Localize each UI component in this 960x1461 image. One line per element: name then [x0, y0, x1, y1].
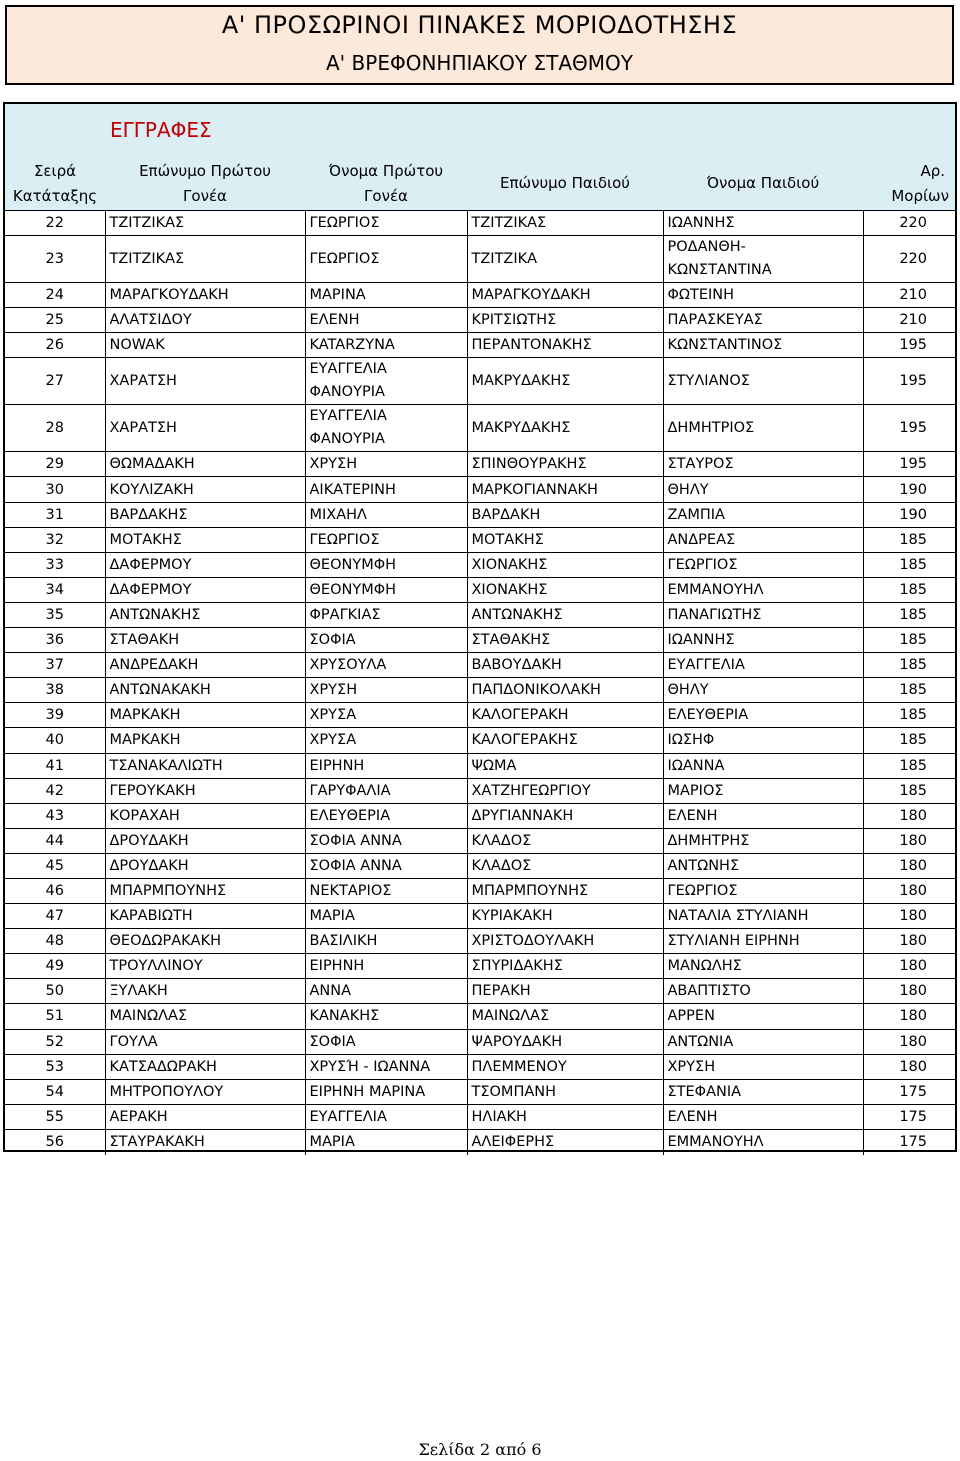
- cell-rank: 46: [5, 878, 105, 903]
- cell-child-name: ΜΑΡΙΟΣ: [663, 778, 863, 803]
- cell-parent-surname: ΞΥΛΑΚΗ: [105, 979, 305, 1004]
- cell-parent-name: ΜΑΡΙΑ: [305, 904, 467, 929]
- cell-rank: 47: [5, 904, 105, 929]
- cell-rank: 38: [5, 678, 105, 703]
- cell-rank: 29: [5, 452, 105, 477]
- table-row: [5, 678, 955, 703]
- table-row: [5, 1079, 955, 1104]
- page-footer: Σελίδα 2 από 6: [418, 1440, 542, 1459]
- cell-parent-surname: ΜΗΤΡΟΠΟΥΛΟΥ: [105, 1079, 305, 1104]
- cell-child-surname: ΚΑΛΟΓΕΡΑΚΗ: [467, 703, 663, 728]
- cell-child-name: ΝΑΤΑΛΙΑ ΣΤΥΛΙΑΝΗ: [663, 904, 863, 929]
- cell-parent-surname: ΑΝΤΩΝΑΚΑΚΗ: [105, 678, 305, 703]
- table-row: [5, 904, 955, 929]
- cell-child-surname: ΜΟΤΑΚΗΣ: [467, 527, 663, 552]
- cell-points: 185: [863, 753, 955, 778]
- table-row: [5, 552, 955, 577]
- cell-points: 185: [863, 703, 955, 728]
- cell-rank: 54: [5, 1079, 105, 1104]
- cell-child-surname: ΣΤΑΘΑΚΗΣ: [467, 628, 663, 653]
- cell-points: 180: [863, 979, 955, 1004]
- cell-parent-surname: ΔΑΦΕΡΜΟΥ: [105, 577, 305, 602]
- cell-parent-surname: ΤΖΙΤΖΙΚΑΣ: [105, 211, 305, 236]
- table-row: [5, 653, 955, 678]
- cell-parent-name: ΓΕΩΡΓΙΟΣ: [305, 236, 467, 283]
- cell-child-name: ΑΝΤΩΝΙΑ: [663, 1029, 863, 1054]
- table-body: [5, 210, 955, 1155]
- cell-points: 195: [863, 405, 955, 452]
- cell-rank: 36: [5, 628, 105, 653]
- cell-parent-name: ΑΝΝΑ: [305, 979, 467, 1004]
- cell-child-surname: ΑΝΤΩΝΑΚΗΣ: [467, 602, 663, 627]
- cell-parent-name: ΒΑΣΙΛΙΚΗ: [305, 929, 467, 954]
- cell-parent-name: ΝΕΚΤΑΡΙΟΣ: [305, 878, 467, 903]
- cell-child-surname: ΚΑΛΟΓΕΡΑΚΗΣ: [467, 728, 663, 753]
- cell-child-name: ΓΕΩΡΓΙΟΣ: [663, 878, 863, 903]
- cell-points: 180: [863, 904, 955, 929]
- cell-rank: 31: [5, 502, 105, 527]
- cell-parent-name: ΕΙΡΗΝΗ ΜΑΡΙΝΑ: [305, 1079, 467, 1104]
- cell-child-name: ΕΛΕΝΗ: [663, 803, 863, 828]
- col-header-parent-surname: Επώνυμο Πρώτου Γονέα: [139, 162, 271, 205]
- cell-child-surname: ΤΖΙΤΖΙΚΑ: [467, 236, 663, 283]
- cell-parent-name: ΣΟΦΙΑ: [305, 628, 467, 653]
- table-row: [5, 452, 955, 477]
- cell-parent-name: ΕΙΡΗΝΗ: [305, 954, 467, 979]
- cell-child-surname: ΚΡΙΤΣΙΩΤΗΣ: [467, 308, 663, 333]
- cell-points: 185: [863, 577, 955, 602]
- cell-rank: 34: [5, 577, 105, 602]
- title-box: [5, 5, 954, 85]
- cell-parent-name: ΕΙΡΗΝΗ: [305, 753, 467, 778]
- table-row: [5, 1104, 955, 1129]
- cell-parent-name: ΕΛΕΝΗ: [305, 308, 467, 333]
- table-row: [5, 929, 955, 954]
- cell-points: 190: [863, 477, 955, 502]
- cell-child-surname: ΜΠΑΡΜΠΟΥΝΗΣ: [467, 878, 663, 903]
- cell-rank: 49: [5, 954, 105, 979]
- cell-parent-surname: ΓΕΡΟΥΚΑΚΗ: [105, 778, 305, 803]
- cell-child-surname: ΤΣΟΜΠΑΝΗ: [467, 1079, 663, 1104]
- cell-points: 180: [863, 1054, 955, 1079]
- cell-child-surname: ΜΑΙΝΩΛΑΣ: [467, 1004, 663, 1029]
- cell-parent-name: ΕΥΑΓΓΕΛΙΑ: [305, 1104, 467, 1129]
- cell-parent-surname: ΧΑΡΑΤΣΗ: [105, 358, 305, 405]
- cell-parent-surname: ΣΤΑΘΑΚΗ: [105, 628, 305, 653]
- cell-rank: 45: [5, 853, 105, 878]
- cell-parent-name: ΓΕΩΡΓΙΟΣ: [305, 527, 467, 552]
- table-header: [5, 104, 955, 210]
- cell-parent-name: ΚΑΝΑΚΗΣ: [305, 1004, 467, 1029]
- cell-rank: 44: [5, 828, 105, 853]
- table-row: [5, 211, 955, 236]
- cell-points: 180: [863, 929, 955, 954]
- cell-points: 180: [863, 1004, 955, 1029]
- table-row: [5, 405, 955, 452]
- cell-rank: 43: [5, 803, 105, 828]
- table-row: [5, 308, 955, 333]
- table-row: [5, 283, 955, 308]
- cell-points: 220: [863, 211, 955, 236]
- cell-points: 180: [863, 803, 955, 828]
- cell-points: 185: [863, 678, 955, 703]
- cell-child-surname: ΜΑΡΑΓΚΟΥΔΑΚΗ: [467, 283, 663, 308]
- page-title: Α' ΠΡΟΣΩΡΙΝΟΙ ΠΙΝΑΚΕΣ ΜΟΡΙΟΔΟΤΗΣΗΣ: [221, 11, 738, 39]
- cell-points: 180: [863, 828, 955, 853]
- cell-points: 190: [863, 502, 955, 527]
- cell-parent-name: ΧΡΥΣΑ: [305, 728, 467, 753]
- cell-rank: 40: [5, 728, 105, 753]
- cell-parent-name: ΣΟΦΙΑ ΑΝΝΑ: [305, 828, 467, 853]
- cell-parent-surname: ΑΝΔΡΕΔΑΚΗ: [105, 653, 305, 678]
- cell-parent-name: ΧΡΥΣΑ: [305, 703, 467, 728]
- cell-child-surname: ΠΕΡΑΝΤΟΝΑΚΗΣ: [467, 333, 663, 358]
- cell-child-surname: ΣΠΥΡΙΔΑΚΗΣ: [467, 954, 663, 979]
- cell-parent-name: ΦΡΑΓΚΙΑΣ: [305, 602, 467, 627]
- cell-points: 175: [863, 1104, 955, 1129]
- cell-child-name: ΕΛΕΝΗ: [663, 1104, 863, 1129]
- cell-child-name: ΕΥΑΓΓΕΛΙΑ: [663, 653, 863, 678]
- cell-child-surname: ΧΑΤΖΗΓΕΩΡΓΙΟΥ: [467, 778, 663, 803]
- cell-points: 210: [863, 308, 955, 333]
- cell-child-surname: ΜΑΡΚΟΓΙΑΝΝΑΚΗ: [467, 477, 663, 502]
- cell-child-surname: ΚΛΑΔΟΣ: [467, 853, 663, 878]
- cell-rank: 39: [5, 703, 105, 728]
- cell-points: 195: [863, 333, 955, 358]
- cell-parent-name: ΜΙΧΑΗΛ: [305, 502, 467, 527]
- table-row: [5, 1029, 955, 1054]
- cell-parent-name: KATARZYNA: [305, 333, 467, 358]
- col-header-parent-name: Όνομα Πρώτου Γονέα: [328, 162, 444, 205]
- cell-parent-surname: ΜΑΙΝΩΛΑΣ: [105, 1004, 305, 1029]
- cell-child-name: ΠΑΡΑΣΚΕΥΑΣ: [663, 308, 863, 333]
- cell-points: 185: [863, 628, 955, 653]
- table-row: [5, 1054, 955, 1079]
- cell-child-name: ΙΩΑΝΝΗΣ: [663, 211, 863, 236]
- cell-child-name: ΑΡΡΕΝ: [663, 1004, 863, 1029]
- cell-parent-surname: ΔΡΟΥΔΑΚΗ: [105, 853, 305, 878]
- cell-rank: 37: [5, 653, 105, 678]
- table-row: [5, 477, 955, 502]
- cell-rank: 41: [5, 753, 105, 778]
- table-row: [5, 1004, 955, 1029]
- col-header-child-surname: Επώνυμο Παιδιού: [500, 174, 630, 192]
- cell-points: 195: [863, 452, 955, 477]
- table-row: [5, 728, 955, 753]
- cell-parent-name: ΘΕΟΝΥΜΦΗ: [305, 552, 467, 577]
- cell-child-name: ΦΩΤΕΙΝΗ: [663, 283, 863, 308]
- cell-rank: 51: [5, 1004, 105, 1029]
- cell-child-surname: ΜΑΚΡΥΔΑΚΗΣ: [467, 405, 663, 452]
- cell-child-name: ΕΜΜΑΝΟΥΗΛ: [663, 577, 863, 602]
- cell-parent-surname: ΓΟΥΛΑ: [105, 1029, 305, 1054]
- cell-parent-name: ΘΕΟΝΥΜΦΗ: [305, 577, 467, 602]
- cell-parent-surname: NOWAK: [105, 333, 305, 358]
- cell-child-name: ΕΛΕΥΘΕΡΙΑ: [663, 703, 863, 728]
- cell-points: 180: [863, 878, 955, 903]
- cell-parent-surname: ΤΣΑΝΑΚΑΛΙΩΤΗ: [105, 753, 305, 778]
- cell-child-surname: ΧΙΟΝΑΚΗΣ: [467, 577, 663, 602]
- cell-rank: 50: [5, 979, 105, 1004]
- cell-child-name: ΑΝΔΡΕΑΣ: [663, 527, 863, 552]
- cell-child-surname: ΧΡΙΣΤΟΔΟΥΛΑΚΗ: [467, 929, 663, 954]
- cell-parent-surname: ΜΟΤΑΚΗΣ: [105, 527, 305, 552]
- cell-rank: 35: [5, 602, 105, 627]
- cell-parent-name: ΜΑΡΙΝΑ: [305, 283, 467, 308]
- table-row: [5, 358, 955, 405]
- cell-child-name: ΑΝΤΩΝΗΣ: [663, 853, 863, 878]
- table-row: [5, 1129, 955, 1154]
- cell-rank: 25: [5, 308, 105, 333]
- cell-points: 185: [863, 527, 955, 552]
- cell-parent-name: ΧΡΥΣΟΥΛΑ: [305, 653, 467, 678]
- cell-parent-name: ΧΡΥΣΗ: [305, 678, 467, 703]
- cell-child-name: ΙΩΑΝΝΗΣ: [663, 628, 863, 653]
- cell-child-surname: ΠΕΡΑΚΗ: [467, 979, 663, 1004]
- cell-parent-surname: ΜΑΡΚΑΚΗ: [105, 728, 305, 753]
- cell-parent-surname: ΣΤΑΥΡΑΚΑΚΗ: [105, 1129, 305, 1154]
- cell-rank: 33: [5, 552, 105, 577]
- col-header-points: Αρ. Μορίων: [891, 162, 949, 205]
- cell-child-name: ΣΤΥΛΙΑΝΟΣ: [663, 358, 863, 405]
- cell-rank: 55: [5, 1104, 105, 1129]
- cell-child-surname: ΚΥΡΙΑΚΑΚΗ: [467, 904, 663, 929]
- cell-child-surname: ΒΑΒΟΥΔΑΚΗ: [467, 653, 663, 678]
- cell-rank: 53: [5, 1054, 105, 1079]
- cell-points: 210: [863, 283, 955, 308]
- cell-parent-surname: ΜΑΡΑΓΚΟΥΔΑΚΗ: [105, 283, 305, 308]
- cell-child-surname: ΒΑΡΔΑΚΗ: [467, 502, 663, 527]
- cell-points: 175: [863, 1129, 955, 1154]
- table-row: [5, 333, 955, 358]
- cell-rank: 30: [5, 477, 105, 502]
- cell-points: 180: [863, 853, 955, 878]
- cell-parent-name: ΣΟΦΙΑ ΑΝΝΑ: [305, 853, 467, 878]
- cell-child-surname: ΚΛΑΔΟΣ: [467, 828, 663, 853]
- cell-child-surname: ΑΛΕΙΦΕΡΗΣ: [467, 1129, 663, 1154]
- table-row: [5, 703, 955, 728]
- cell-parent-name: ΓΑΡΥΦΑΛΙΑ: [305, 778, 467, 803]
- table-row: [5, 803, 955, 828]
- cell-points: 185: [863, 602, 955, 627]
- page-subtitle: Α' ΒΡΕΦΟΝΗΠΙΑΚΟΥ ΣΤΑΘΜΟΥ: [326, 51, 633, 75]
- table-row: [5, 954, 955, 979]
- cell-rank: 24: [5, 283, 105, 308]
- table-row: [5, 979, 955, 1004]
- cell-points: 180: [863, 1029, 955, 1054]
- cell-parent-surname: ΘΩΜΑΔΑΚΗ: [105, 452, 305, 477]
- cell-child-surname: ΤΖΙΤΖΙΚΑΣ: [467, 211, 663, 236]
- table-row: [5, 602, 955, 627]
- cell-parent-name: ΣΟΦΙΑ: [305, 1029, 467, 1054]
- cell-parent-surname: ΤΖΙΤΖΙΚΑΣ: [105, 236, 305, 283]
- cell-child-name: ΜΑΝΩΛΗΣ: [663, 954, 863, 979]
- table-row: [5, 753, 955, 778]
- cell-child-name: ΣΤΑΥΡΟΣ: [663, 452, 863, 477]
- cell-child-surname: ΔΡΥΓΙΑΝΝΑΚΗ: [467, 803, 663, 828]
- cell-rank: 52: [5, 1029, 105, 1054]
- cell-parent-surname: ΤΡΟΥΛΛΙΝΟΥ: [105, 954, 305, 979]
- cell-child-surname: ΨΑΡΟΥΔΑΚΗ: [467, 1029, 663, 1054]
- col-header-rank: Σειρά Κατάταξης: [12, 162, 98, 205]
- table-row: [5, 577, 955, 602]
- cell-rank: 32: [5, 527, 105, 552]
- cell-child-name: ΡΟΔΑΝΘΗ- ΚΩΝΣΤΑΝΤΙΝΑ: [663, 236, 863, 283]
- cell-points: 195: [863, 358, 955, 405]
- cell-parent-name: ΑΙΚΑΤΕΡΙΝΗ: [305, 477, 467, 502]
- cell-child-surname: ΠΛΕΜΜΕΝΟΥ: [467, 1054, 663, 1079]
- cell-rank: 27: [5, 358, 105, 405]
- cell-child-name: ΠΑΝΑΓΙΩΤΗΣ: [663, 602, 863, 627]
- cell-parent-name: ΓΕΩΡΓΙΟΣ: [305, 211, 467, 236]
- table-row: [5, 502, 955, 527]
- cell-points: 185: [863, 653, 955, 678]
- cell-rank: 28: [5, 405, 105, 452]
- table-row: [5, 878, 955, 903]
- cell-child-name: ΚΩΝΣΤΑΝΤΙΝΟΣ: [663, 333, 863, 358]
- cell-parent-surname: ΔΑΦΕΡΜΟΥ: [105, 552, 305, 577]
- cell-parent-surname: ΑΕΡΑΚΗ: [105, 1104, 305, 1129]
- cell-rank: 23: [5, 236, 105, 283]
- cell-points: 185: [863, 728, 955, 753]
- cell-child-name: ΔΗΜΗΤΡΙΟΣ: [663, 405, 863, 452]
- cell-parent-surname: ΜΑΡΚΑΚΗ: [105, 703, 305, 728]
- allocation-table: [3, 102, 957, 1152]
- table-row: [5, 778, 955, 803]
- cell-child-name: ΘΗΛΥ: [663, 678, 863, 703]
- cell-parent-name: ΕΥΑΓΓΕΛΙΑ ΦΑΝΟΥΡΙΑ: [305, 405, 467, 452]
- cell-rank: 26: [5, 333, 105, 358]
- table-row: [5, 628, 955, 653]
- cell-parent-surname: ΑΝΤΩΝΑΚΗΣ: [105, 602, 305, 627]
- section-title: ΕΓΓΡΑΦΕΣ: [110, 118, 212, 142]
- cell-child-name: ΕΜΜΑΝΟΥΗΛ: [663, 1129, 863, 1154]
- cell-parent-surname: ΧΑΡΑΤΣΗ: [105, 405, 305, 452]
- cell-parent-name: ΜΑΡΙΑ: [305, 1129, 467, 1154]
- cell-rank: 42: [5, 778, 105, 803]
- cell-parent-surname: ΚΟΥΛΙΖΑΚΗ: [105, 477, 305, 502]
- cell-child-name: ΓΕΩΡΓΙΟΣ: [663, 552, 863, 577]
- cell-parent-name: ΧΡΥΣΉ - ΙΩΑΝΝΑ: [305, 1054, 467, 1079]
- cell-child-name: ΣΤΕΦΑΝΙΑ: [663, 1079, 863, 1104]
- table-row: [5, 828, 955, 853]
- cell-rank: 48: [5, 929, 105, 954]
- cell-parent-surname: ΔΡΟΥΔΑΚΗ: [105, 828, 305, 853]
- cell-child-name: ΧΡΥΣΗ: [663, 1054, 863, 1079]
- cell-rank: 22: [5, 211, 105, 236]
- cell-child-name: ΑΒΑΠΤΙΣΤΟ: [663, 979, 863, 1004]
- cell-parent-surname: ΘΕΟΔΩΡΑΚΑΚΗ: [105, 929, 305, 954]
- cell-rank: 56: [5, 1129, 105, 1154]
- cell-child-surname: ΠΑΠΔΟΝΙΚΟΛΑΚΗ: [467, 678, 663, 703]
- cell-parent-surname: ΚΑΤΣΑΔΩΡΑΚΗ: [105, 1054, 305, 1079]
- cell-child-name: ΔΗΜΗΤΡΗΣ: [663, 828, 863, 853]
- cell-parent-surname: ΒΑΡΔΑΚΗΣ: [105, 502, 305, 527]
- cell-child-surname: ΣΠΙΝΘΟΥΡΑΚΗΣ: [467, 452, 663, 477]
- cell-points: 185: [863, 778, 955, 803]
- table-row: [5, 527, 955, 552]
- cell-child-surname: ΜΑΚΡΥΔΑΚΗΣ: [467, 358, 663, 405]
- cell-points: 185: [863, 552, 955, 577]
- cell-parent-name: ΕΥΑΓΓΕΛΙΑ ΦΑΝΟΥΡΙΑ: [305, 358, 467, 405]
- cell-parent-surname: ΚΑΡΑΒΙΩΤΗ: [105, 904, 305, 929]
- cell-child-surname: ΨΩΜΑ: [467, 753, 663, 778]
- col-header-child-name: Όνομα Παιδιού: [706, 174, 820, 192]
- cell-parent-surname: ΜΠΑΡΜΠΟΥΝΗΣ: [105, 878, 305, 903]
- cell-parent-name: ΕΛΕΥΘΕΡΙΑ: [305, 803, 467, 828]
- table-row: [5, 236, 955, 283]
- cell-points: 180: [863, 954, 955, 979]
- cell-parent-surname: ΑΛΑΤΣΙΔΟΥ: [105, 308, 305, 333]
- cell-child-surname: ΧΙΟΝΑΚΗΣ: [467, 552, 663, 577]
- cell-child-surname: ΗΛΙΑΚΗ: [467, 1104, 663, 1129]
- cell-child-name: ΖΑΜΠΙΑ: [663, 502, 863, 527]
- table-row: [5, 853, 955, 878]
- cell-child-name: ΘΗΛΥ: [663, 477, 863, 502]
- cell-parent-surname: ΚΟΡΑΧΑΗ: [105, 803, 305, 828]
- cell-points: 175: [863, 1079, 955, 1104]
- cell-child-name: ΙΩΣΗΦ: [663, 728, 863, 753]
- cell-child-name: ΣΤΥΛΙΑΝΗ ΕΙΡΗΝΗ: [663, 929, 863, 954]
- cell-points: 220: [863, 236, 955, 283]
- cell-parent-name: ΧΡΥΣΗ: [305, 452, 467, 477]
- cell-child-name: ΙΩΑΝΝΑ: [663, 753, 863, 778]
